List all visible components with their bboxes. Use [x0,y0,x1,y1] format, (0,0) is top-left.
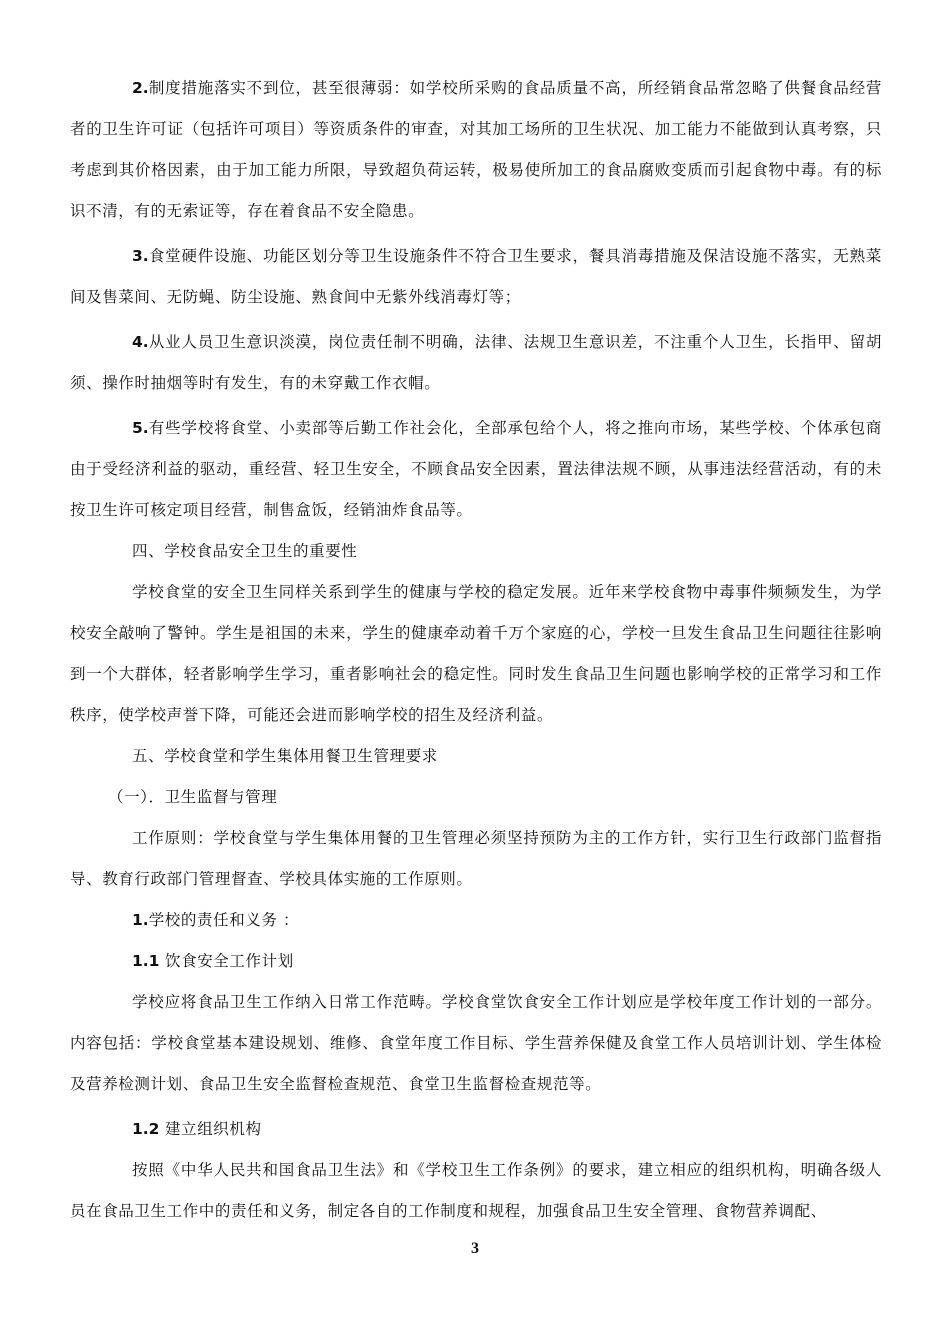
heading-text: 建立组织机构 [159,1120,262,1138]
item-number: 1. [132,911,149,929]
item-number: 4. [132,333,149,351]
paragraph-item-4 [70,322,882,404]
subsection-heading: （一）．卫生监督与管理 [108,788,278,806]
duty-heading [70,900,882,941]
item-1-1-heading [70,941,882,982]
paragraph-text: 从业人员卫生意识淡漠，岗位责任制不明确，法律、法规卫生意识差，不注重个人卫生，长指甲、留胡须、操作时抽烟等时有发生，有的未穿戴工作衣帽。 [70,333,882,392]
item-number: 5. [132,419,149,437]
paragraph-text: 制度措施落实不到位，甚至很薄弱：如学校所采购的食品质量不高，所经销食品常忽略了供餐食品经营者的卫生许可证（包括许可项目）等资质条件的审查，对其加工场所的卫生状况、加工能力不能做到认真考察，只考虑到其价格因素，由于加工能力所限，导致超负荷运转，极易使所加工的食品腐败变质而引起食物中毒。有的标识不清，有的无索证等，存在着食品不安全隐患。 [70,79,882,220]
item-1-2-heading [70,1109,882,1150]
paragraph-item-5 [70,408,882,531]
item-number: 1.1 [132,952,160,970]
item-1-1-body: 学校应将食品卫生工作纳入日常工作范畴。学校食堂饮食安全工作计划应是学校年度工作计划的一部分。内容包括：学校食堂基本建设规划、维修、食堂年度工作目标、学生营养保健及食堂工作人员培训计划、学生体检及营养检测计划、食品卫生安全监督检查规范、食堂卫生监督检查规范等。 [70,993,882,1093]
item-number: 3. [132,247,149,265]
work-principle-paragraph: 工作原则：学校食堂与学生集体用餐的卫生管理必须坚持预防为主的工作方针，实行卫生行政部门监督指导、教育行政部门管理督查、学校具体实施的工作原则。 [70,829,882,888]
paragraph-item-3 [70,236,882,318]
section-4-body: 学校食堂的安全卫生同样关系到学生的健康与学校的稳定发展。近年来学校食物中毒事件频频发生，为学校安全敲响了警钟。学生是祖国的未来，学生的健康牵动着千万个家庭的心，学校一旦发生食品卫生问题往往影响到一个大群体，轻者影响学生学习，重者影响社会的稳定性。同时发生食品卫生问题也影响学校的正常学习和工作秩序，使学校声誉下降，可能还会进而影响学校的招生及经济利益。 [70,583,882,724]
item-number: 1.2 [132,1120,160,1138]
heading-text: 饮食安全工作计划 [159,952,294,970]
page-number: 3 [471,1240,479,1257]
section-5-heading: 五、学校食堂和学生集体用餐卫生管理要求 [132,747,438,765]
heading-text: 学校的责任和义务 ： [148,911,300,929]
paragraph-text: 食堂硬件设施、功能区划分等卫生设施条件不符合卫生要求，餐具消毒措施及保洁设施不落实，无熟菜间及售菜间、无防蝇、防尘设施、熟食间中无紫外线消毒灯等； [70,247,882,306]
item-1-2-body: 按照《中华人民共和国食品卫生法》和《学校卫生工作条例》的要求，建立相应的组织机构，明确各级人员在食品卫生工作中的责任和义务，制定各自的工作制度和规程，加强食品卫生安全管理、食物营养调配、 [70,1161,882,1220]
item-number: 2. [132,79,149,97]
section-4-heading: 四、学校食品安全卫生的重要性 [132,542,358,560]
document-body [70,68,882,1232]
paragraph-item-2 [70,68,882,232]
paragraph-text: 有些学校将食堂、小卖部等后勤工作社会化，全部承包给个人，将之推向市场，某些学校、个体承包商由于受经济利益的驱动，重经营、轻卫生安全，不顾食品安全因素，置法律法规不顾，从事违法经营活动，有的未按卫生许可核定项目经营，制售盒饭，经销油炸食品等。 [70,419,882,519]
